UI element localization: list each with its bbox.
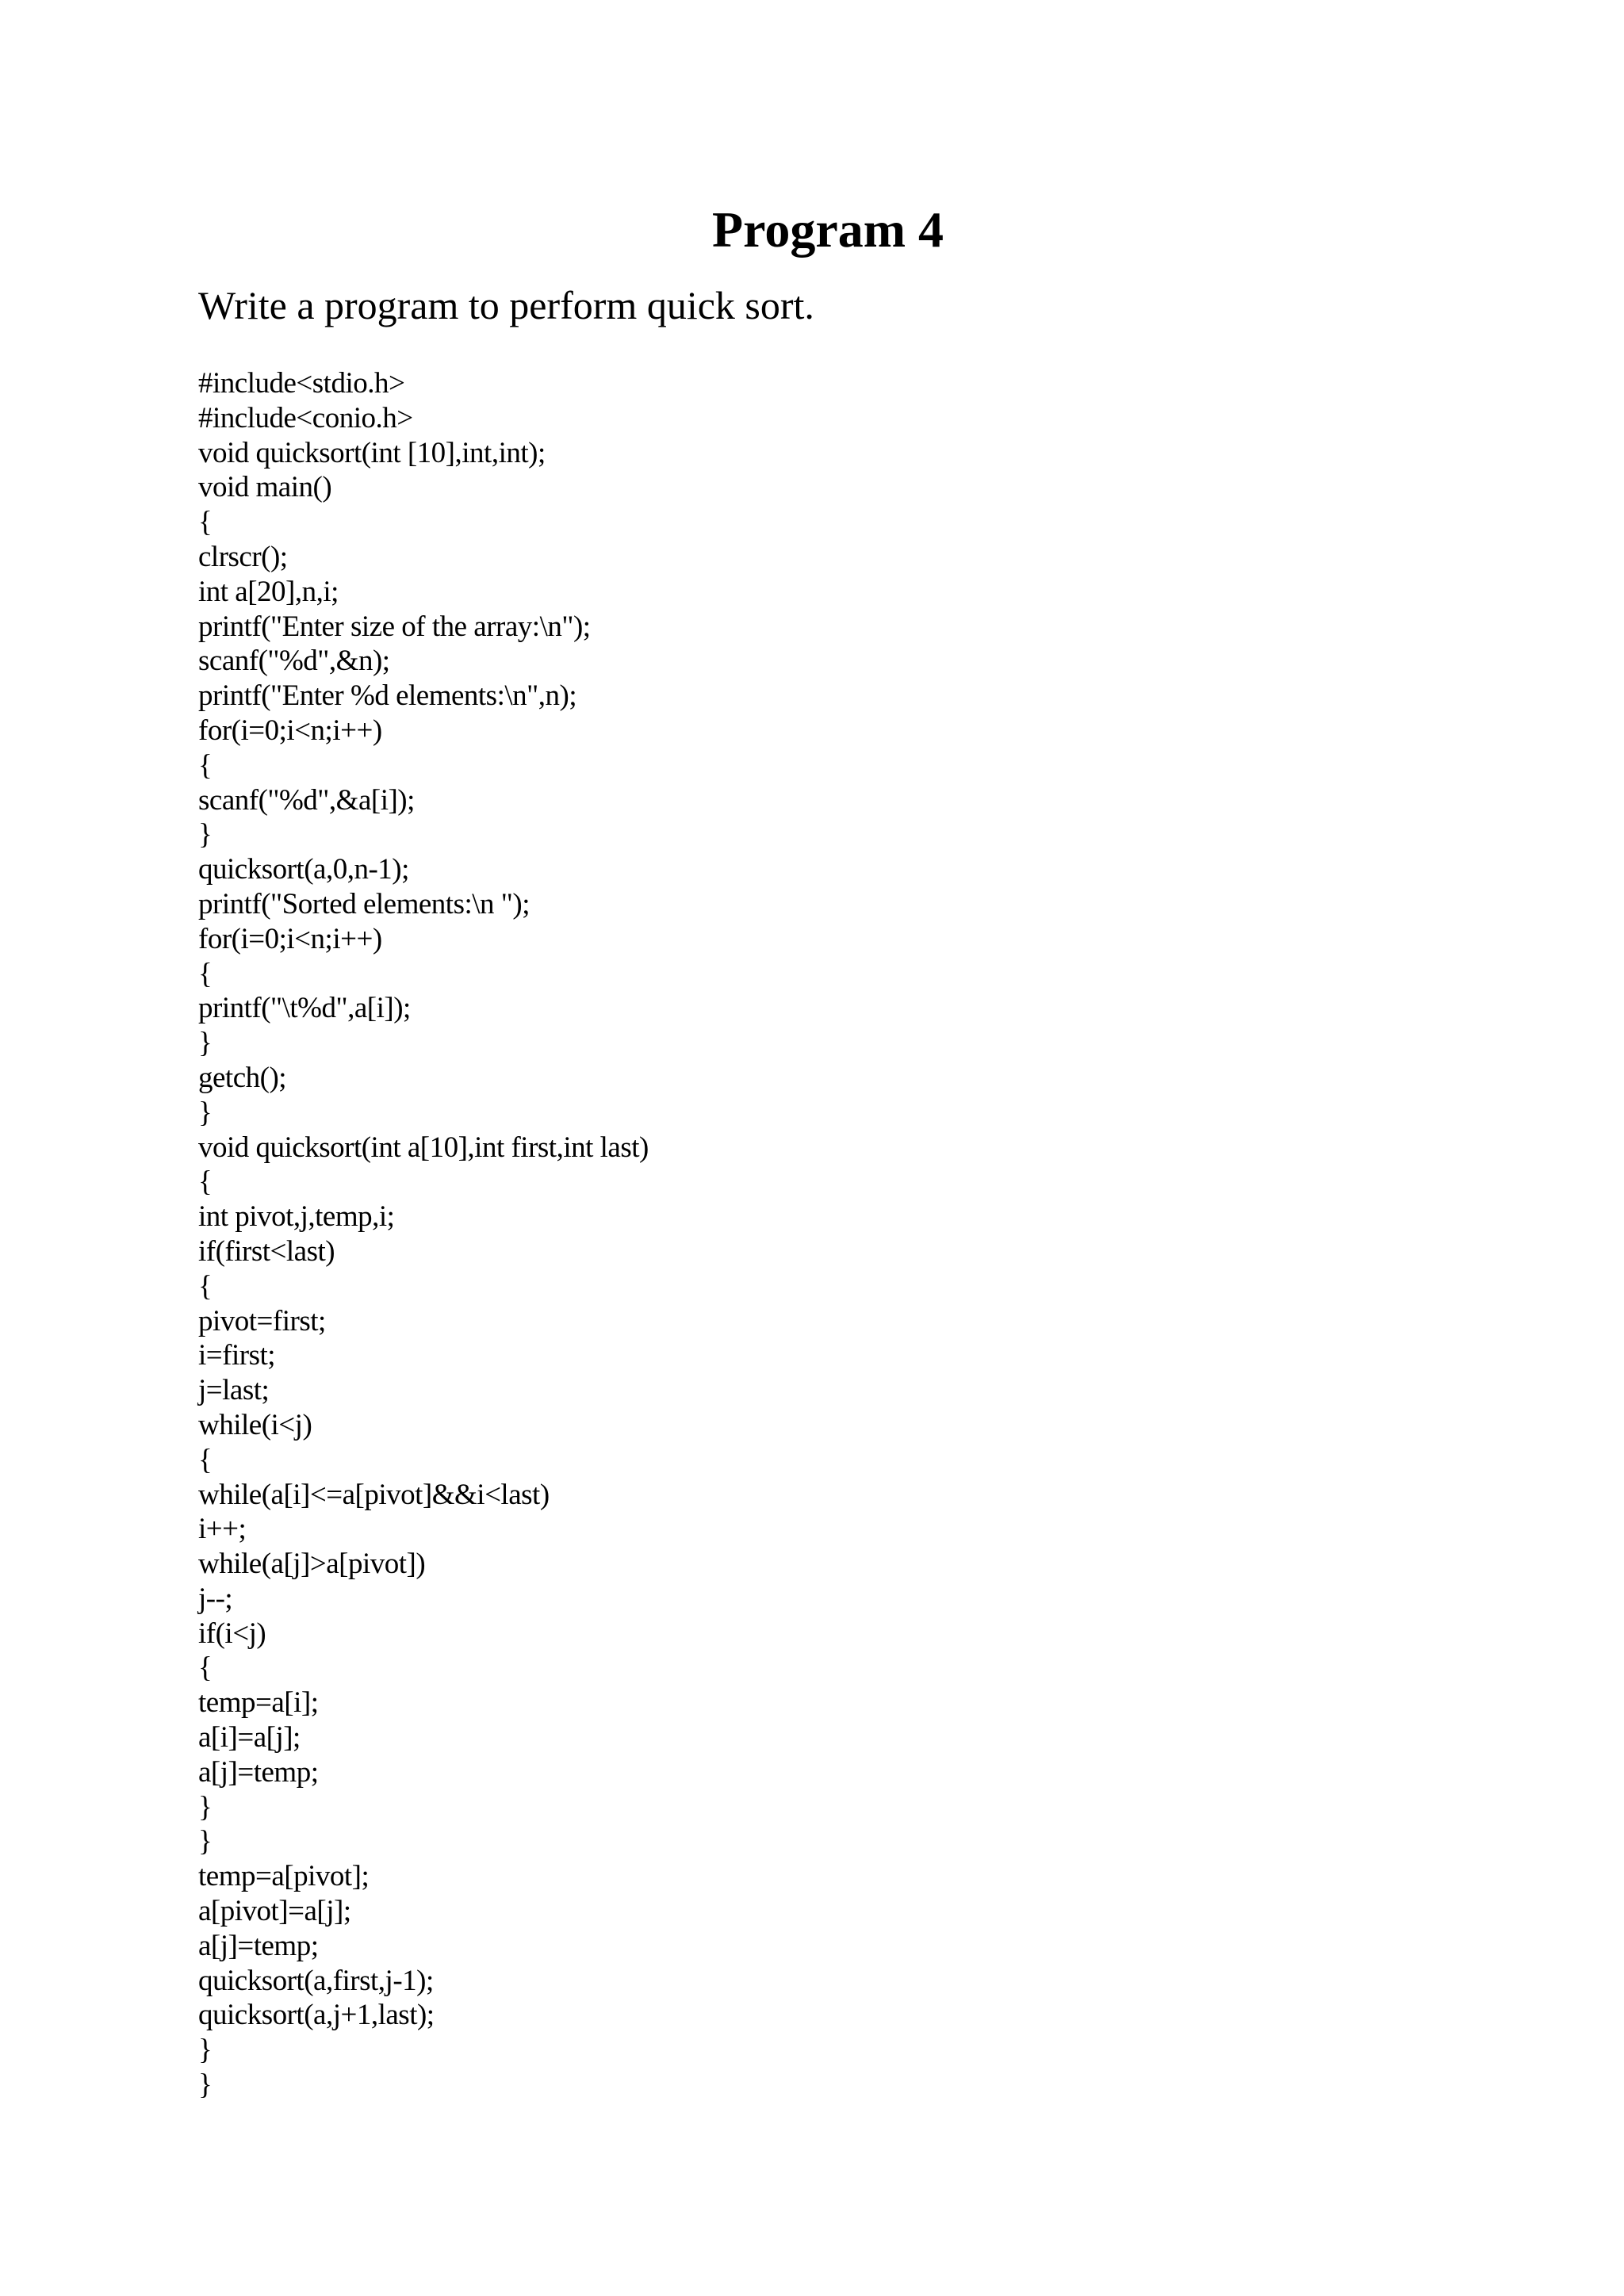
code-line: {: [198, 1269, 213, 1303]
code-line: {: [198, 1443, 213, 1476]
code-line: a[pivot]=a[j];: [198, 1895, 351, 1928]
code-line: quicksort(a,0,n-1);: [198, 853, 409, 886]
code-line: {: [198, 1651, 213, 1685]
code-line: a[j]=temp;: [198, 1929, 319, 1962]
code-line: int pivot,j,temp,i;: [198, 1200, 395, 1234]
code-line: printf("Enter size of the array:\n");: [198, 610, 591, 643]
code-line: {: [198, 506, 213, 539]
code-line: j=last;: [198, 1374, 270, 1407]
code-line: pivot=first;: [198, 1304, 326, 1337]
code-line: a[j]=temp;: [198, 1755, 319, 1789]
code-line: temp=a[i];: [198, 1686, 319, 1720]
code-line: #include<conio.h>: [198, 401, 413, 434]
code-line: if(i<j): [198, 1617, 266, 1650]
code-line: quicksort(a,j+1,last);: [198, 1999, 435, 2032]
code-line: #include<stdio.h>: [198, 367, 405, 400]
code-line: scanf("%d",&a[i]);: [198, 783, 415, 817]
code-line: clrscr();: [198, 540, 288, 573]
code-line: {: [198, 957, 213, 990]
code-line: j--;: [198, 1582, 233, 1615]
code-line: for(i=0;i<n;i++): [198, 922, 382, 955]
code-line: }: [198, 2034, 213, 2067]
code-line: getch();: [198, 1061, 287, 1094]
code-line: printf("Sorted elements:\n ");: [198, 887, 530, 920]
code-line: void quicksort(int a[10],int first,int last): [198, 1131, 649, 1164]
code-line: scanf("%d",&n);: [198, 645, 390, 678]
code-line: while(i<j): [198, 1408, 312, 1441]
code-line: {: [198, 1165, 213, 1199]
code-line: }: [198, 1096, 213, 1129]
code-line: }: [198, 818, 213, 851]
code-line: if(first<last): [198, 1234, 335, 1268]
code-line: printf("\t%d",a[i]);: [198, 992, 411, 1025]
code-line: }: [198, 1790, 213, 1823]
code-listing: [198, 366, 649, 2103]
code-line: temp=a[pivot];: [198, 1860, 370, 1893]
code-line: void quicksort(int [10],int,int);: [198, 436, 546, 469]
code-line: int a[20],n,i;: [198, 575, 339, 608]
code-line: while(a[i]<=a[pivot]&&i<last): [198, 1478, 550, 1511]
code-line: {: [198, 748, 213, 782]
code-line: i++;: [198, 1513, 247, 1546]
code-line: quicksort(a,first,j-1);: [198, 1964, 434, 1997]
question-text: Write a program to perform quick sort.: [198, 283, 814, 327]
code-line: void main(): [198, 471, 332, 504]
code-line: for(i=0;i<n;i++): [198, 714, 382, 747]
code-line: }: [198, 1027, 213, 1060]
page-title: Program 4: [711, 201, 944, 258]
code-line: while(a[j]>a[pivot]): [198, 1548, 426, 1581]
code-line: }: [198, 2068, 213, 2102]
code-line: printf("Enter %d elements:\n",n);: [198, 679, 577, 713]
code-line: a[i]=a[j];: [198, 1721, 301, 1755]
code-line: }: [198, 1825, 213, 1858]
code-line: i=first;: [198, 1339, 276, 1372]
